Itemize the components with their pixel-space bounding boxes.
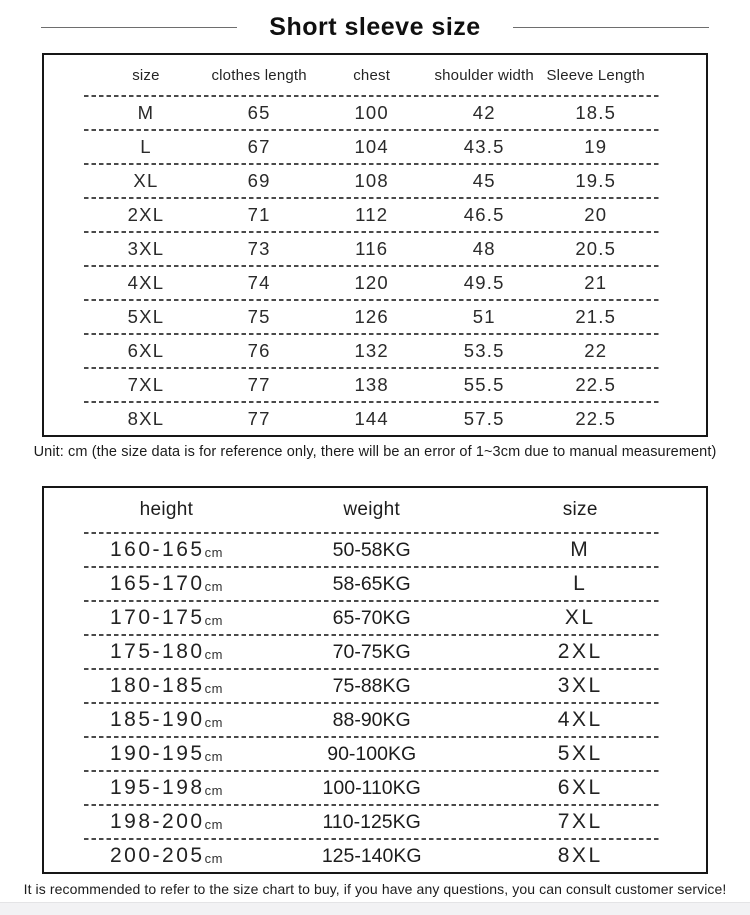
table-cell: 49.5 xyxy=(463,272,505,293)
table-row xyxy=(44,840,706,872)
table-row xyxy=(44,806,706,838)
table-cell: L xyxy=(140,136,152,157)
weight-cell: 90-100KG xyxy=(327,742,417,765)
weight-cell: 75-88KG xyxy=(332,674,411,697)
column-header-weight: weight xyxy=(343,499,401,520)
table-row xyxy=(44,165,706,197)
weight-cell: 88-90KG xyxy=(332,708,411,731)
table-cell: 55.5 xyxy=(463,374,505,395)
table-cell: 120 xyxy=(354,272,389,293)
weight-cell: 125-140KG xyxy=(321,844,422,867)
title-right-line xyxy=(513,27,709,28)
table-cell: 45 xyxy=(472,170,496,191)
size-cell: XL xyxy=(564,606,596,629)
table-row xyxy=(44,670,706,702)
height-unit: cm xyxy=(204,715,223,730)
fit-table-body xyxy=(44,532,706,872)
table-cell: 74 xyxy=(247,272,271,293)
table-cell: 108 xyxy=(354,170,389,191)
table-cell: 43.5 xyxy=(463,136,505,157)
height-cell xyxy=(44,810,289,834)
table-cell: 104 xyxy=(354,136,389,157)
bottom-band xyxy=(0,902,750,915)
table-cell: 112 xyxy=(355,204,389,225)
size-cell: 7XL xyxy=(557,810,603,833)
fit-table-header xyxy=(44,488,706,532)
table-cell: 126 xyxy=(354,306,389,327)
table-cell: 22.5 xyxy=(575,408,617,429)
table-row xyxy=(44,602,706,634)
size-cell: 4XL xyxy=(557,708,603,731)
table-row xyxy=(44,335,706,367)
table-cell: 5XL xyxy=(127,306,165,327)
size-cell: M xyxy=(570,538,591,561)
height-cell xyxy=(44,674,289,698)
height-unit: cm xyxy=(204,783,223,798)
table-cell: 21 xyxy=(584,272,608,293)
height-value: 200-205 xyxy=(110,844,205,867)
table-cell: 19.5 xyxy=(575,170,617,191)
table-cell: 116 xyxy=(355,238,389,259)
table-cell: 7XL xyxy=(127,374,165,395)
height-value: 195-198 xyxy=(110,776,205,799)
column-header-size: size xyxy=(132,66,160,84)
weight-cell: 65-70KG xyxy=(332,606,411,629)
column-header-shoulder-width: shoulder width xyxy=(434,66,534,84)
height-cell xyxy=(44,742,289,766)
size-cell: 2XL xyxy=(557,640,603,663)
table-row xyxy=(44,636,706,668)
height-value: 175-180 xyxy=(110,640,205,663)
height-cell xyxy=(44,708,289,732)
table-cell: 4XL xyxy=(127,272,165,293)
table-cell: 77 xyxy=(247,374,271,395)
fit-table xyxy=(42,486,708,874)
table-cell: 3XL xyxy=(127,238,165,259)
table-cell: 48 xyxy=(472,238,496,259)
size-table-header xyxy=(44,55,706,95)
height-value: 165-170 xyxy=(110,572,205,595)
height-cell xyxy=(44,606,289,630)
table-cell: 73 xyxy=(247,238,271,259)
weight-cell: 110-125KG xyxy=(322,810,421,833)
table-cell: 57.5 xyxy=(463,408,505,429)
table-cell: 76 xyxy=(247,340,271,361)
table-row xyxy=(44,267,706,299)
size-cell: 3XL xyxy=(557,674,603,697)
table-cell: 53.5 xyxy=(463,340,505,361)
height-cell xyxy=(44,844,289,868)
size-cell: 5XL xyxy=(557,742,603,765)
height-cell xyxy=(44,776,289,800)
table-cell: 22 xyxy=(584,340,608,361)
table-cell: M xyxy=(137,102,155,123)
table-cell: 67 xyxy=(247,136,271,157)
weight-cell: 100-110KG xyxy=(322,776,421,799)
table-row xyxy=(44,301,706,333)
table-cell: 138 xyxy=(354,374,389,395)
table-cell: 22.5 xyxy=(575,374,617,395)
table-cell: 71 xyxy=(247,204,271,225)
table-cell: 132 xyxy=(354,340,389,361)
page-title: Short sleeve size xyxy=(269,13,481,41)
table-row xyxy=(44,233,706,265)
table-cell: 18.5 xyxy=(575,102,617,123)
table-cell: 69 xyxy=(247,170,271,191)
table-row xyxy=(44,534,706,566)
table-cell: XL xyxy=(133,170,159,191)
height-unit: cm xyxy=(204,749,223,764)
table-cell: 20.5 xyxy=(575,238,617,259)
table-cell: 75 xyxy=(247,306,271,327)
footer-note: It is recommended to refer to the size chart to buy, if you have any questions, you can consult customer service! xyxy=(23,881,727,897)
table-row xyxy=(44,772,706,804)
column-header-chest: chest xyxy=(353,66,391,84)
height-unit: cm xyxy=(204,613,223,628)
column-header-clothes-length: clothes length xyxy=(211,66,307,84)
table-cell: 8XL xyxy=(127,408,165,429)
table-cell: 2XL xyxy=(127,204,165,225)
table-cell: 19 xyxy=(584,136,608,157)
table-cell: 100 xyxy=(354,102,389,123)
height-unit: cm xyxy=(204,545,223,560)
table-row xyxy=(44,199,706,231)
size-cell: 6XL xyxy=(557,776,603,799)
size-cell: L xyxy=(573,572,588,595)
table-cell: 144 xyxy=(354,408,389,429)
table-row xyxy=(44,131,706,163)
table-row xyxy=(44,568,706,600)
table-row xyxy=(44,704,706,736)
height-unit: cm xyxy=(204,681,223,696)
table-cell: 46.5 xyxy=(463,204,505,225)
weight-cell: 50-58KG xyxy=(332,538,411,561)
table-cell: 42 xyxy=(472,102,496,123)
table-cell: 6XL xyxy=(127,340,165,361)
size-table xyxy=(42,53,708,437)
height-value: 198-200 xyxy=(110,810,205,833)
height-unit: cm xyxy=(204,579,223,594)
height-unit: cm xyxy=(204,851,223,866)
height-value: 190-195 xyxy=(110,742,205,765)
table-row xyxy=(44,403,706,435)
table-cell: 51 xyxy=(472,306,496,327)
table-cell: 77 xyxy=(247,408,271,429)
weight-cell: 70-75KG xyxy=(332,640,411,663)
height-cell xyxy=(44,640,289,664)
weight-cell: 58-65KG xyxy=(332,572,411,595)
table-cell: 20 xyxy=(584,204,608,225)
column-header-sleeve-length: Sleeve Length xyxy=(546,66,645,84)
height-unit: cm xyxy=(204,817,223,832)
table-row xyxy=(44,97,706,129)
table-row xyxy=(44,369,706,401)
table-cell: 21.5 xyxy=(575,306,617,327)
height-value: 170-175 xyxy=(110,606,205,629)
size-table-body xyxy=(44,95,706,435)
table-row xyxy=(44,738,706,770)
title-left-line xyxy=(41,27,237,28)
height-cell xyxy=(44,572,289,596)
height-value: 160-165 xyxy=(110,538,205,561)
height-value: 180-185 xyxy=(110,674,205,697)
column-header-height: height xyxy=(139,499,194,520)
column-header-size: size xyxy=(562,499,598,520)
height-value: 185-190 xyxy=(110,708,205,731)
unit-note: Unit: cm (the size data is for reference only, there will be an error of 1~3cm due to manual measurement) xyxy=(33,444,717,460)
size-cell: 8XL xyxy=(557,844,603,867)
height-cell xyxy=(44,538,289,562)
height-unit: cm xyxy=(204,647,223,662)
title-bar xyxy=(0,0,750,51)
table-cell: 65 xyxy=(247,102,271,123)
